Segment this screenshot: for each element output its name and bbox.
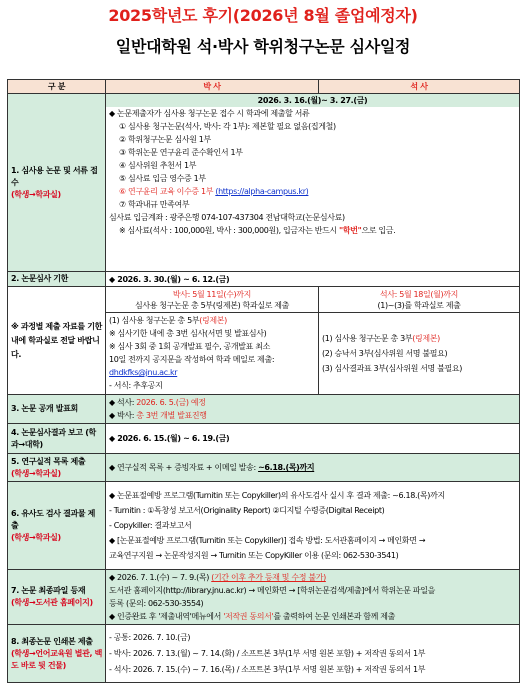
table-header-row (8, 80, 520, 94)
ms-deadline-desc: (1)~(3)를 학과실로 제출 (377, 300, 461, 310)
presentation-ms (109, 396, 516, 409)
row-label-text: 1. 심사용 논문 및 서류 접수 (11, 165, 98, 187)
row-label-submission (8, 94, 106, 272)
table-row (8, 454, 520, 482)
table-row (8, 424, 520, 454)
phd-deadline-desc: 심사용 청구논문 총 5부(링제본) 학과실로 제출 (134, 300, 290, 310)
fee-note-post: 으로 입금. (361, 226, 396, 235)
ms-material-1-text: (1) 심사용 청구논문 총 3부 (322, 334, 413, 343)
research-list-deadline: ~6.18.(목)까지 (258, 463, 315, 472)
research-list-details (106, 454, 520, 482)
similarity-line-4: ◆ [논문표절예방 프로그램(Turnitin 또는 Copykiller)] 접속 방법: 도서관홈페이지 → 메인화면 → (109, 536, 426, 545)
presentation-phd-note: 총 3번 개별 발표진행 (136, 411, 207, 420)
similarity-line-2: - Turnitin : ①독창성 보고서(Originality Report) ②디지털 수령증(Digital Receipt) (109, 506, 385, 515)
phd-material-2: ※ 심사기한 내에 총 3번 심사(서면 및 발표심사) (109, 329, 267, 338)
fee-note-student-id: "학번" (339, 226, 362, 235)
row-label-route: (학생→학과실) (11, 189, 61, 199)
final-file-line-3: 등록 (문의: 062-530-3554) (109, 599, 204, 608)
row-label-materials-note: ※ 과정별 제출 자료를 기한 내에 학과실로 전달 바랍니다. (8, 287, 106, 395)
phd-material-3: ※ 심사 3회 중 1회 공개발표 필수, 공개발표 최소 (109, 342, 270, 351)
presentation-phd-label: ◆ 박사: (109, 411, 137, 420)
ethics-education-link[interactable]: (https://alpha-campus.kr) (215, 187, 309, 196)
row-label-text: 7. 논문 최종파일 등재 (11, 586, 86, 595)
print-common-date: - 공통: 2026. 7. 10.(금) (109, 632, 191, 642)
table-row (8, 395, 520, 424)
row-label-route: (학생→학과실) (11, 532, 61, 542)
doc-item-4: ④ 심사위원 추천서 1부 (119, 161, 197, 170)
row-label-final-file (8, 570, 106, 625)
doc-item-1: ① 심사용 청구논문(석사, 박사: 각 1부): 제본할 필요 없음(집게철) (119, 122, 336, 131)
final-file-warning: (기간 이후 추가 등재 및 수정 불가) (211, 573, 326, 582)
document-title-line2: 일반대학원 석·박사 학위청구논문 심사일정 (115, 37, 411, 56)
similarity-line-1: ◆ 논문표절예방 프로그램(Turnitin 또는 Copykiller)의 유사도검사 실시 후 결과 제출: ~6.18.(목)까지 (109, 491, 445, 500)
review-period-date: ◆ 2026. 3. 30.(월) ~ 6. 12.(금) (106, 272, 520, 287)
dept-email-link[interactable]: dhdkfks@jnu.ac.kr (109, 368, 178, 377)
fee-note (109, 224, 516, 237)
table-row (8, 570, 520, 625)
presentation-ms-date: 2026. 6. 5.(금) 예정 (136, 398, 206, 407)
ms-material-2: (2) 승낙서 3부(심사위원 서명 불필요) (322, 349, 448, 358)
row-label-review-report: 4. 논문심사결과 보고 (학과→대학) (8, 424, 106, 454)
print-ms-date: - 석사: 2026. 7. 15.(수) ~ 7. 16.(목) / 소프트본 3부(1부 서명 원본 포함) + 저작권 동의서 1부 (109, 664, 426, 674)
ms-deadline (319, 287, 520, 313)
final-file-line-4-post: 를 출력하여 논문 인쇄본과 함께 제출 (273, 612, 395, 621)
doc-item-7: ⑦ 학과내규 만족여부 (119, 200, 190, 209)
submission-date: 2026. 3. 16.(월)~ 3. 27.(금) (106, 94, 519, 107)
row-label-text: 5. 연구실적 목록 제출 (11, 456, 86, 466)
presentation-ms-label: ◆ 석사: (109, 398, 137, 407)
row-label-research-list (8, 454, 106, 482)
doc-item-6 (109, 185, 516, 198)
submission-details (106, 94, 520, 272)
header-phd: 박 사 (106, 80, 319, 94)
final-file-line-4 (109, 610, 516, 623)
final-file-line-4-pre: ◆ 인증완료 후 '제출내역'메뉴에서 (109, 612, 224, 621)
header-category: 구 분 (8, 80, 106, 94)
row-label-review-period: 2. 논문심사 기한 (8, 272, 106, 287)
ms-deadline-date: 석사: 5월 18일(월)까지 (379, 289, 459, 299)
ms-material-1-binding: (링제본) (412, 334, 440, 343)
submission-intro: ◆ 논문제출자가 심사용 청구논문 접수 시 학과에 제출할 서류 (109, 109, 310, 118)
row-label-route: (학생→언어교육원 별관, 백도 바로 뒷 건물) (11, 648, 102, 670)
phd-material-4: 10일 전까지 공지문을 작성하여 학과 메일로 제출: (109, 355, 275, 364)
table-row (8, 272, 520, 287)
similarity-line-3: - Copykiller: 결과보고서 (109, 521, 192, 530)
presentation-details (106, 395, 520, 424)
doc-item-2: ② 학위청구논문 심사원 1부 (119, 135, 211, 144)
table-row (8, 94, 520, 272)
presentation-phd (109, 409, 516, 422)
copyright-consent: '저작권 동의서' (223, 612, 274, 621)
row-label-similarity-check (8, 482, 106, 570)
row-label-route: (학생→학과실) (11, 468, 61, 478)
doc-item-5: ⑤ 심사료 입금 영수증 1부 (119, 174, 206, 183)
phd-material-1-binding: (링제본) (199, 316, 227, 325)
schedule-table (7, 79, 520, 683)
doc-item-3: ③ 학위논문 연구윤리 준수확인서 1부 (119, 148, 243, 157)
table-row (8, 287, 520, 313)
ms-material-1 (322, 331, 516, 346)
row-label-text: 6. 유사도 검사 결과물 제출 (11, 508, 96, 530)
doc-item-6-text: ⑥ 연구윤리 교육 이수증 1부 (119, 187, 216, 196)
header-masters: 석 사 (319, 80, 520, 94)
phd-material-5: - 서식: 추후공지 (109, 381, 163, 390)
row-label-print-submission (8, 625, 106, 683)
phd-deadline-date: 박사: 5월 11일(수)까지 (172, 289, 252, 299)
row-label-public-presentation: 3. 논문 공개 발표회 (8, 395, 106, 424)
final-file-period: ◆ 2026. 7. 1.(수) ~ 7. 9.(목) (109, 573, 212, 582)
row-label-route: (학생→도서관 홈페이지) (11, 598, 93, 607)
ms-material-3: (3) 심사결과표 3부(심사위원 서명 불필요) (322, 364, 463, 373)
phd-material-1-text: (1) 심사용 청구논문 총 5부 (109, 316, 200, 325)
fee-account: 심사료 입금계좌 : 광주은행 074-107-437304 전남대학교(논문심사료) (109, 213, 345, 222)
final-file-line-1 (109, 571, 516, 584)
row-label-text: 8. 최종논문 인쇄본 제출 (11, 636, 93, 646)
similarity-check-details (106, 482, 520, 570)
final-file-details (106, 570, 520, 625)
research-list-text: ◆ 연구실적 목록 + 증빙자료 + 이메일 발송: (109, 463, 259, 472)
review-report-date: ◆ 2026. 6. 15.(월) ~ 6. 19.(금) (106, 424, 520, 454)
fee-note-pre: ※ 심사료(석사 : 100,000원, 박사 : 300,000원), 입금자는 반드시 (119, 226, 340, 235)
document-title-line1: 2025학년도 후기(2026년 8월 졸업예정자) (108, 6, 418, 25)
ms-materials (319, 313, 520, 395)
print-submission-details (106, 625, 520, 683)
similarity-line-5: 교육연구지원 → 논문작성지원 → Turnitin 또는 CopyKiller 이용 (문의: 062-530-3541) (109, 551, 399, 560)
table-row (8, 625, 520, 683)
table-row (8, 482, 520, 570)
phd-material-1 (109, 314, 315, 327)
print-phd-date: - 박사: 2026. 7. 13.(월) ~ 7. 14.(화) / 소프트본 3부(1부 서명 원본 포함) + 저작권 동의서 1부 (109, 648, 426, 658)
phd-materials (106, 313, 319, 395)
phd-deadline (106, 287, 319, 313)
final-file-line-2: 도서관 홈페이지(http://library.jnu.ac.kr) → 메인화면 → [학위논문검색/제출]에서 학위논문 파일을 (109, 586, 435, 595)
